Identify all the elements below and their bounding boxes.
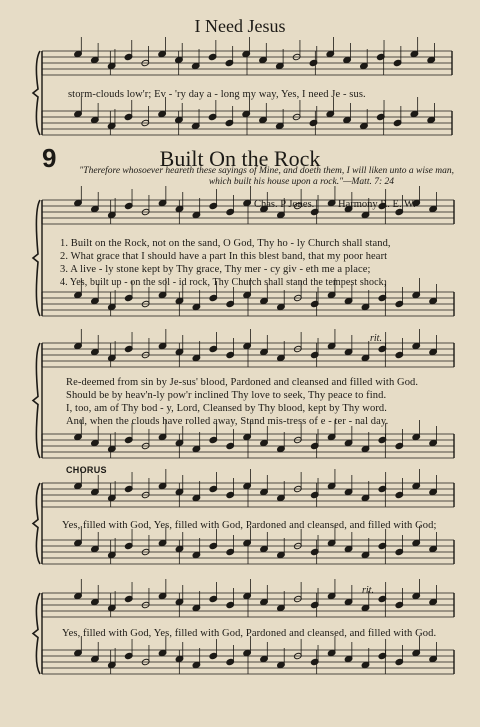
verse-4-line-a: 4. Yes, built up - on the sol - id rock, Thy Church shall stand the tempest shock; [60,277,387,288]
verse-4-line-b: And, when the clouds have rolled away, Stand mis-tress of e - ter - nal day. [66,416,389,427]
system-brace [33,343,40,458]
verse-3-line-a: 3. A live - ly stone kept by Thy grace, Thy mer - cy giv - eth me a place; [60,264,371,275]
scripture-quote [58,166,454,188]
scripture-line-1: "Therefore whosoever heareth these sayings of Mine, and doeth them, I will liken unto a wise man, [79,166,454,176]
system-brace [33,51,40,135]
system-brace [33,593,40,674]
author-credit: Chas. P Jones. [254,199,315,210]
chorus-ritardando-marking: rit. [362,585,374,596]
chorus-line-2: Yes, filled with God, Yes, filled with God, Pardoned and cleansed, and filled with God. [62,628,437,639]
top-hymn-title: I Need Jesus [194,16,286,36]
verse-1-line-b: Re-deemed from sin by Je-sus' blood, Pardoned and cleansed and filled with God. [66,377,419,388]
verse-2-line-b: Should be by heav'n-ly pow'r inclined Thy love to seek, Thy peace to find. [66,390,387,401]
ritardando-marking: rit. [370,333,382,344]
hymn-number: 9 [42,143,57,173]
chorus-line-1: Yes, filled with God, Yes, filled with God, Pardoned and cleansed, and filled with God; [62,520,437,531]
verse-2-line-a: 2. What grace that I should have a part In this blest band, that my poor heart [60,251,388,262]
verse-3-line-b: I, too, am of Thy bod - y, Lord, Cleansed by Thy blood, kept by Thy word. [66,403,387,414]
top-hymn-lyric: storm-clouds low'r; Ev - 'ry day a - long my way, Yes, I need Je - sus. [68,89,366,100]
chorus-label: CHORUS [66,465,107,475]
hymn-title: Built On the Rock [159,146,321,171]
system-brace [33,483,40,564]
system-brace [33,200,40,316]
verse-1-line-a: 1. Built on the Rock, not on the sand, O God, Thy ho - ly Church shall stand, [60,238,391,249]
scripture-line-2: which built his house upon a rock."—Matt. 7: 24 [208,177,394,187]
arranger-credit: Harmony R. E. W. [338,199,416,210]
